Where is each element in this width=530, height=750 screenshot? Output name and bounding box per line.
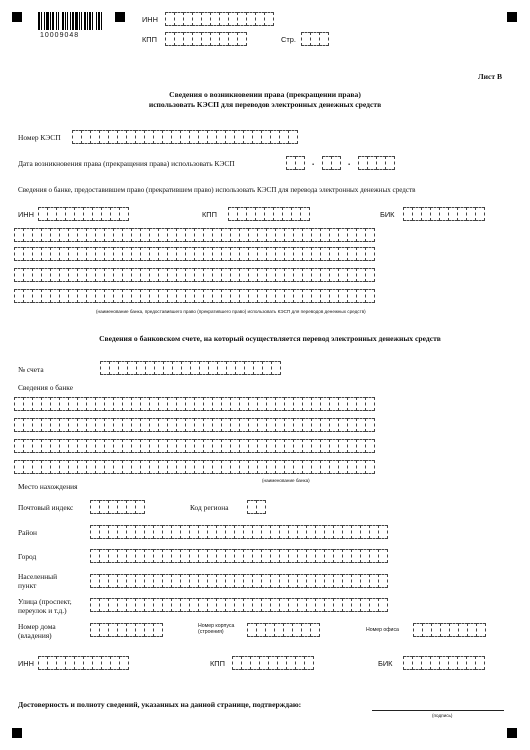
date-day-cells[interactable] — [286, 156, 304, 170]
street-cells[interactable] — [90, 598, 387, 612]
date-month-cells[interactable] — [322, 156, 340, 170]
section2-bank-name-row[interactable] — [14, 439, 374, 453]
section1-bik-cells[interactable] — [403, 207, 484, 221]
district-label: Район — [18, 528, 37, 537]
input-cell[interactable] — [365, 247, 375, 261]
section2-inn-label: ИНН — [18, 659, 34, 668]
section2-inn-cells[interactable] — [38, 656, 128, 670]
input-cell[interactable] — [310, 623, 320, 637]
input-cell[interactable] — [365, 397, 375, 411]
district-cells[interactable] — [90, 525, 387, 539]
input-cell[interactable] — [119, 656, 129, 670]
section1-bank-name-caption: (наименование банка, предоставившего право (прекратившего право) использовать КЭСП для переводов денежных средств) — [96, 309, 366, 314]
barcode — [38, 12, 104, 30]
date-label: Дата возникновения права (прекращения права) использовать КЭСП — [18, 159, 235, 168]
section2-kpp-label: КПП — [210, 659, 225, 668]
section1-inn-cells[interactable] — [38, 207, 128, 221]
date-year-cells[interactable] — [358, 156, 394, 170]
settlement-cells[interactable] — [90, 574, 387, 588]
section2-bik-label: БИК — [378, 659, 393, 668]
input-cell[interactable] — [331, 156, 341, 170]
header-page-cells[interactable] — [301, 32, 328, 46]
house-cells[interactable] — [90, 623, 162, 637]
input-cell[interactable] — [119, 207, 129, 221]
section2-bank-info-label: Сведения о банке — [18, 383, 73, 392]
office-label: Номер офиса — [366, 627, 399, 633]
signature-line[interactable] — [372, 710, 504, 711]
input-cell[interactable] — [256, 500, 266, 514]
header-page-label: Стр. — [281, 35, 296, 44]
section2-bank-name-row[interactable] — [14, 418, 374, 432]
input-cell[interactable] — [475, 656, 485, 670]
section1-title-line2: использовать КЭСП для переводов электронных денежных средств — [148, 100, 382, 109]
input-cell[interactable] — [385, 156, 395, 170]
input-cell[interactable] — [365, 418, 375, 432]
barcode-number: 10009048 — [40, 32, 80, 39]
region-label: Код региона — [190, 503, 229, 512]
corner-marker-bottom-left — [12, 728, 22, 738]
input-cell[interactable] — [365, 460, 375, 474]
section1-title-line1: Сведения о возникновении права (прекращении права) — [169, 90, 361, 99]
input-cell[interactable] — [365, 268, 375, 282]
kesp-number-label: Номер КЭСП — [18, 133, 61, 142]
building-label: Номер корпуса (строения) — [198, 623, 235, 635]
postal-cells[interactable] — [90, 500, 144, 514]
section2-bank-name-row[interactable] — [14, 397, 374, 411]
section2-bank-name-caption: (наименование банка) — [262, 478, 310, 483]
input-cell[interactable] — [271, 361, 281, 375]
postal-label: Почтовый индекс — [18, 503, 74, 512]
house-label: Номер дома (владения) — [18, 622, 56, 640]
section1-kpp-cells[interactable] — [228, 207, 309, 221]
section1-bik-label: БИК — [380, 210, 395, 219]
input-cell[interactable] — [365, 228, 375, 242]
account-label: № счета — [18, 365, 44, 374]
input-cell[interactable] — [365, 289, 375, 303]
section2-kpp-cells[interactable] — [232, 656, 313, 670]
input-cell[interactable] — [295, 156, 305, 170]
input-cell[interactable] — [264, 12, 274, 26]
input-cell[interactable] — [378, 574, 388, 588]
kesp-number-cells[interactable] — [72, 130, 297, 144]
input-cell[interactable] — [288, 130, 298, 144]
input-cell[interactable] — [319, 32, 329, 46]
header-kpp-label: КПП — [142, 35, 157, 44]
date-separator: . — [312, 157, 315, 167]
sheet-label: Лист В — [478, 72, 503, 81]
corner-marker-top-mid — [115, 12, 125, 22]
section1-bank-name-row[interactable] — [14, 247, 374, 261]
input-cell[interactable] — [475, 207, 485, 221]
section2-bik-cells[interactable] — [403, 656, 484, 670]
input-cell[interactable] — [153, 623, 163, 637]
city-label: Город — [18, 552, 37, 561]
confirm-text: Достоверность и полноту сведений, указанных на данной странице, подтверждаю: — [18, 700, 302, 709]
corner-marker-top-left — [12, 12, 22, 22]
corner-marker-bottom-right — [507, 728, 517, 738]
input-cell[interactable] — [378, 549, 388, 563]
account-cells[interactable] — [100, 361, 280, 375]
location-label: Место нахождения — [18, 482, 78, 491]
input-cell[interactable] — [304, 656, 314, 670]
header-kpp-cells[interactable] — [165, 32, 246, 46]
header-inn-label: ИНН — [142, 15, 158, 24]
section1-bank-name-row[interactable] — [14, 268, 374, 282]
section2-bank-name-row[interactable] — [14, 460, 374, 474]
input-cell[interactable] — [300, 207, 310, 221]
region-cells[interactable] — [247, 500, 265, 514]
input-cell[interactable] — [237, 32, 247, 46]
section1-bank-info-label: Сведения о банке, предоставившем право (прекратившем право) использовать КЭСП для перевода электронных денежных средств — [18, 186, 416, 194]
section2-title: Сведения о банковском счете, на который осуществляется перевод электронных денежных средств — [99, 334, 441, 343]
city-cells[interactable] — [90, 549, 387, 563]
building-cells[interactable] — [247, 623, 319, 637]
corner-marker-top-right — [507, 12, 517, 22]
input-cell[interactable] — [365, 439, 375, 453]
signature-caption: (подпись) — [432, 713, 453, 718]
settlement-label: Населенный пункт — [18, 572, 58, 590]
input-cell[interactable] — [135, 500, 145, 514]
section1-inn-label: ИНН — [18, 210, 34, 219]
date-separator: . — [348, 157, 351, 167]
street-label: Улица (проспект, переулок и т.д.) — [18, 597, 72, 615]
input-cell[interactable] — [476, 623, 486, 637]
input-cell[interactable] — [378, 525, 388, 539]
section1-bank-name-row[interactable] — [14, 228, 374, 242]
section1-bank-name-row[interactable] — [14, 289, 374, 303]
input-cell[interactable] — [378, 598, 388, 612]
office-cells[interactable] — [413, 623, 485, 637]
section1-kpp-label: КПП — [202, 210, 217, 219]
header-inn-cells[interactable] — [165, 12, 273, 26]
